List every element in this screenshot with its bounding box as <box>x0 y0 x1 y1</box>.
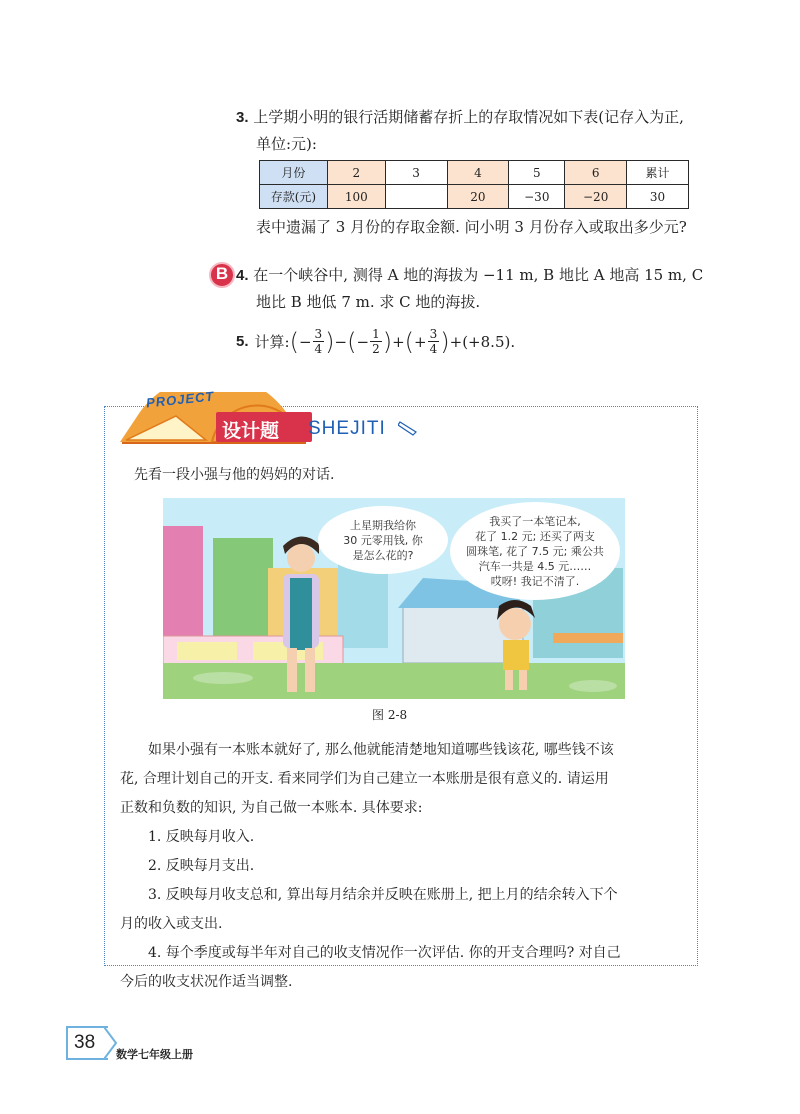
sign: + <box>414 332 427 351</box>
table-cell: 累计 <box>627 161 689 185</box>
table-cell: 20 <box>447 185 509 209</box>
page-number: 38 <box>74 1032 96 1053</box>
book-title: 数学七年级上册 <box>116 1049 193 1061</box>
question-text-line: 在一个峡谷中, 测得 A 地的海拔为 −11 m, B 地比 A 地高 15 m, C <box>253 266 704 284</box>
project-badge-text: PROJECT <box>145 388 216 411</box>
table-cell: 4 <box>447 161 509 185</box>
page-number-box <box>66 1026 108 1060</box>
project-header <box>116 388 416 448</box>
question-number: 4. <box>236 267 249 284</box>
table-row <box>260 185 689 209</box>
requirement-item: 3. 反映每月收支总和, 算出每月结余并反映在账册上, 把上月的结余转入下个 <box>148 887 618 903</box>
question-text-line: 地比 B 地低 7 m. 求 C 地的海拔. <box>256 293 481 311</box>
question-text-line: 单位:元): <box>256 135 317 153</box>
table-cell <box>385 185 447 209</box>
question-label: 计算: <box>254 332 290 351</box>
table-cell: −20 <box>565 185 627 209</box>
table-cell: 2 <box>327 161 385 185</box>
table-cell: 6 <box>565 161 627 185</box>
requirement-item-continued: 月的收入或支出. <box>120 916 223 932</box>
question-text-line: 上学期小明的银行活期储蓄存折上的存取情况如下表(记存入为正, <box>253 108 684 126</box>
fraction: $\frac{3}{4}$ <box>429 327 438 356</box>
project-title-cn: 设计题 <box>222 421 280 442</box>
sign: − <box>298 332 312 351</box>
table-cell: 3 <box>385 161 447 185</box>
requirement-item: 2. 反映每月支出. <box>148 858 255 874</box>
question-3 <box>236 104 706 157</box>
project-body: 如果小强有一本账本就好了, 那么他就能清楚地知道哪些钱该花, 哪些钱不该 花, 合理计划自己的开支. 看来同学们为自己建立一本账册是很有意义的. 请运用 正数和负数的知识, 为自己做一本账本. 具体要求: 1. 反映每月收入. 2. 反映每月支出. 3. 反映每月收支总和, 算出每月结余并反映在账册上, 把上月的结余转入下个 月的收入或支出. 4. 每个季度或每半年对自己的收支情况作一次评估. 你的开支合理吗? 对自己 今后的收支状况作适当调整. <box>120 736 685 997</box>
table-cell: 5 <box>509 161 565 185</box>
requirement-item: 4. 每个季度或每半年对自己的收支情况作一次评估. 你的开支合理吗? 对自己 <box>148 945 621 961</box>
fraction: $\frac{1}{2}$ <box>372 327 380 356</box>
speech-bubble-boy: 我买了一本笔记本, 花了 1.2 元; 还买了两支 圆珠笔, 花了 7.5 元; 乘公共 汽车一共是 4.5 元…… 哎呀! 我记不清了. <box>450 502 620 600</box>
question-number: 5. <box>236 332 249 350</box>
question-4 <box>236 262 706 315</box>
speech-bubble-mother: 上星期我给你 30 元零用钱, 你 是怎么花的? <box>318 506 448 574</box>
table-header-cell: 月份 <box>260 161 328 185</box>
level-badge-letter: B <box>215 264 229 283</box>
table-cell: 100 <box>327 185 385 209</box>
deposit-table <box>259 160 689 209</box>
question-3-prompt: 表中遗漏了 3 月份的存取金额. 问小明 3 月份存入或取出多少元? <box>256 218 687 236</box>
pencil-icon <box>398 420 418 436</box>
requirement-item: 1. 反映每月收入. <box>148 829 255 845</box>
sign: − <box>356 332 370 351</box>
figure-caption: 图 2-8 <box>372 708 408 722</box>
question-number: 3. <box>236 109 249 126</box>
table-cell: −30 <box>509 185 565 209</box>
operator: + <box>392 332 405 351</box>
question-5: 5. 计算: ( − $\frac{3}{4}$ ) − ( − $\frac{1}{2}$ ) + ( + $\frac{3}{4}$ ) +(+8.5). <box>236 327 516 356</box>
table-cell: 30 <box>627 185 689 209</box>
table-header-cell: 存款(元) <box>260 185 328 209</box>
project-title-en: SHEJITI <box>308 418 386 439</box>
expression-tail: +(+8.5). <box>449 332 516 351</box>
requirement-item-continued: 今后的收支状况作适当调整. <box>120 974 293 990</box>
dialogue-illustration <box>163 498 625 699</box>
fraction: $\frac{3}{4}$ <box>314 327 323 356</box>
project-intro: 先看一段小强与他的妈妈的对话. <box>134 467 335 483</box>
level-b-badge <box>209 262 235 288</box>
table-row <box>260 161 689 185</box>
operator: − <box>334 332 348 351</box>
